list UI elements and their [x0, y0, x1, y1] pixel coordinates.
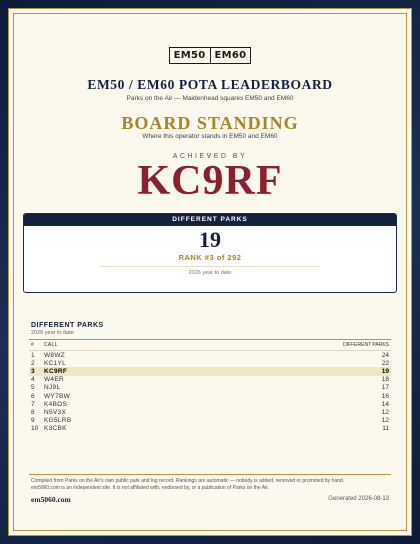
row-value: 17: [381, 384, 389, 392]
row-value: 22: [381, 359, 389, 367]
footer-divider: [29, 474, 391, 475]
page-subtitle: Parks on the Air — Maidenhead squares EM50 and EM60: [126, 95, 294, 102]
row-value: 14: [381, 400, 389, 408]
table-row: [29, 408, 391, 416]
standing-heading: BOARD STANDING: [121, 113, 299, 133]
row-rank: 10: [31, 425, 39, 433]
column-call: CALL: [44, 342, 58, 348]
column-value: DIFFERENT PARKS: [343, 342, 389, 348]
row-call: K3CBK: [44, 425, 67, 433]
callsign: KC9RF: [137, 158, 283, 204]
row-call: W4ER: [44, 376, 64, 384]
row-value: 19: [381, 367, 389, 375]
row-call: NJ9L: [44, 384, 61, 392]
row-call: KG5LRB: [44, 417, 72, 425]
row-rank: 5: [31, 384, 35, 392]
row-value: 12: [381, 408, 389, 416]
row-call: W8WZ: [44, 351, 66, 359]
stat-card-header: DIFFERENT PARKS: [24, 214, 396, 226]
row-call: KC1YL: [44, 359, 67, 367]
row-value: 16: [381, 392, 389, 400]
grid-badge-left: EM50: [173, 50, 206, 61]
row-rank: 7: [31, 400, 35, 408]
grid-badge-right: EM60: [210, 48, 251, 63]
generated-date: Generated 2026-08-13: [328, 496, 389, 502]
table-row: [29, 392, 391, 400]
row-rank: 9: [31, 417, 35, 425]
standing-subheading: Where this operator stands in EM50 and EM60: [142, 133, 278, 140]
table-row: [29, 425, 391, 433]
table-subtitle: 2026 year to date: [31, 330, 74, 336]
column-rank: #: [31, 342, 34, 348]
grid-badge: [169, 47, 252, 64]
table-row: [29, 417, 391, 425]
row-call: KC9RF: [44, 367, 68, 375]
stat-card-period: 2026 year to date: [188, 270, 232, 276]
table-row: [29, 400, 391, 408]
row-rank: 2: [31, 359, 35, 367]
table-row: [29, 351, 391, 359]
stat-card: [23, 213, 397, 293]
row-rank: 1: [31, 351, 35, 359]
row-rank: 8: [31, 408, 35, 416]
table-title: DIFFERENT PARKS: [31, 322, 104, 329]
row-value: 24: [381, 351, 389, 359]
row-rank: 6: [31, 392, 35, 400]
table-row: [29, 376, 391, 384]
table-body: [29, 351, 391, 433]
table-row: [29, 384, 391, 392]
grid-badge-row: [9, 47, 411, 64]
row-call: K4BOS: [44, 400, 68, 408]
row-rank: 3: [31, 367, 35, 375]
leaderboard-table: [29, 339, 391, 433]
footer-note: Compiled from Parks on the Air's own public park and log record. Rankings are automatic — nobody is added, removed or promoted by hand. em5060.com is an independent site. It is not affiliated with, endorsed by, or a publication of Parks on the Air.: [31, 478, 345, 491]
table-row: [29, 367, 391, 375]
row-call: WY7BW: [44, 392, 71, 400]
table-row: [29, 359, 391, 367]
page-title: EM50 / EM60 POTA LEADERBOARD: [87, 77, 333, 92]
stat-card-divider: [100, 266, 320, 267]
leaderboard-page: [8, 8, 412, 536]
table-header: [29, 340, 391, 351]
row-call: N5V3X: [44, 408, 67, 416]
row-rank: 4: [31, 376, 35, 384]
row-value: 11: [382, 425, 389, 433]
site-link[interactable]: em5060.com: [31, 495, 71, 504]
stat-card-rank: RANK #3 of 292: [178, 253, 242, 262]
row-value: 18: [381, 376, 389, 384]
achieved-label: ACHIEVED BY: [172, 153, 248, 160]
stat-card-value: 19: [199, 227, 221, 252]
row-value: 12: [381, 417, 389, 425]
